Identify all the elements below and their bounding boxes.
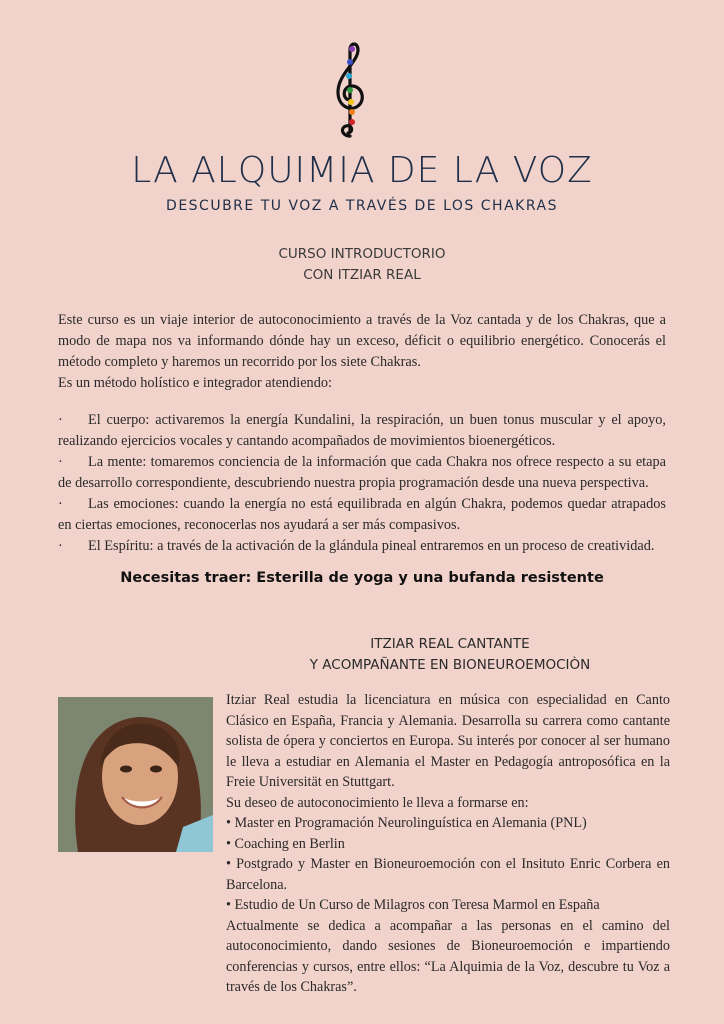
bio-heading-line-1: ITZIAR REAL CANTANTE — [370, 636, 530, 652]
materials-note: Necesitas traer: Esterilla de yoga y una bufanda resistente — [120, 570, 604, 586]
portrait-photo — [58, 697, 213, 852]
bio-paragraph: Su deseo de autoconocimiento le lleva a formarse en: — [226, 794, 529, 811]
list-item: • Postgrado y Master en Bioneuroemoción con el Insituto Enric Corbera en Barcelona. — [226, 856, 670, 893]
intro-paragraph: Es un método holístico e integrador atendiendo: — [58, 375, 332, 391]
bullet-marker: · — [58, 412, 63, 428]
course-line-2: CON ITZIAR REAL — [303, 267, 421, 283]
bullet-list — [58, 410, 666, 557]
course-heading — [0, 244, 724, 286]
bio-paragraph: Actualmente se dedica a acompañar a las personas en el camino del autoconocimiento, dando sesiones de Bioneuroemoción e impartiendo conferencias y cursos, entre ellos: “La Alquimia de la Voz, descubre tu Voz a través de los Chakras”. — [226, 917, 670, 995]
intro-text — [58, 310, 666, 394]
bio-text — [226, 690, 670, 998]
course-line-1: CURSO INTRODUCTORIO — [278, 246, 446, 262]
list-item — [58, 410, 666, 452]
treble-clef-chakra-icon — [328, 40, 372, 140]
portrait-illustration — [58, 697, 213, 852]
list-item: • Master en Programación Neurolinguística en Alemania (PNL) — [226, 815, 587, 831]
list-item-text: El Espíritu: a través de la activación de la glándula pineal entraremos en un proceso de creatividad. — [88, 538, 655, 554]
bullet-marker: · — [58, 538, 63, 554]
page-subtitle: DESCUBRE TU VOZ A TRAVÉS DE LOS CHAKRAS — [166, 198, 558, 214]
list-item — [58, 494, 666, 536]
list-item: • Estudio de Un Curso de Milagros con Teresa Marmol en España — [226, 897, 600, 913]
list-item-text: El cuerpo: activaremos la energía Kundalini, la respiración, un buen tonus muscular y el apoyo, realizando ejercicios vocales y cantando acompañados de movimientos bioenergéticos. — [58, 412, 666, 449]
page-title: LA ALQUIMIA DE LA VOZ — [131, 150, 593, 191]
list-item: • Coaching en Berlin — [226, 835, 345, 852]
bio-heading — [300, 634, 600, 676]
bio-heading-line-2: Y ACOMPAÑANTE EN BIONEUROEMOCIÒN — [309, 657, 591, 673]
list-item — [58, 452, 666, 494]
bio-paragraph: Itziar Real estudia la licenciatura en música con especialidad en Canto Clásico en España, Francia y Alemania. Desarrolla su carrera como cantante solista de ópera y conciertos en Europa. Su interés por conocer al ser humano le lleva a estudiar en Alemania el Master en Pedagogía antroposófica en la Freie Universität en Stuttgart. — [226, 692, 670, 790]
intro-paragraph: Este curso es un viaje interior de autoconocimiento a través de la Voz cantada y de los Chakras, que a modo de mapa nos va informando dónde hay un exceso, déficit o equilibrio energético. Conocerás el método completo y haremos un recorrido por los siete Chakras. — [58, 312, 666, 370]
list-item-text: Las emociones: cuando la energía no está equilibrada en algún Chakra, podemos quedar atrapados en ciertas emociones, reconocerlas nos ayudará a ser más compasivos. — [58, 496, 666, 533]
bullet-marker: · — [58, 496, 63, 512]
bullet-marker: · — [58, 454, 63, 470]
list-item — [58, 536, 666, 557]
list-item-text: La mente: tomaremos conciencia de la información que cada Chakra nos ofrece respecto a su etapa de desarrollo correspondiente, descubriendo nuestra propia programación desde una nueva perspectiva. — [58, 454, 666, 491]
